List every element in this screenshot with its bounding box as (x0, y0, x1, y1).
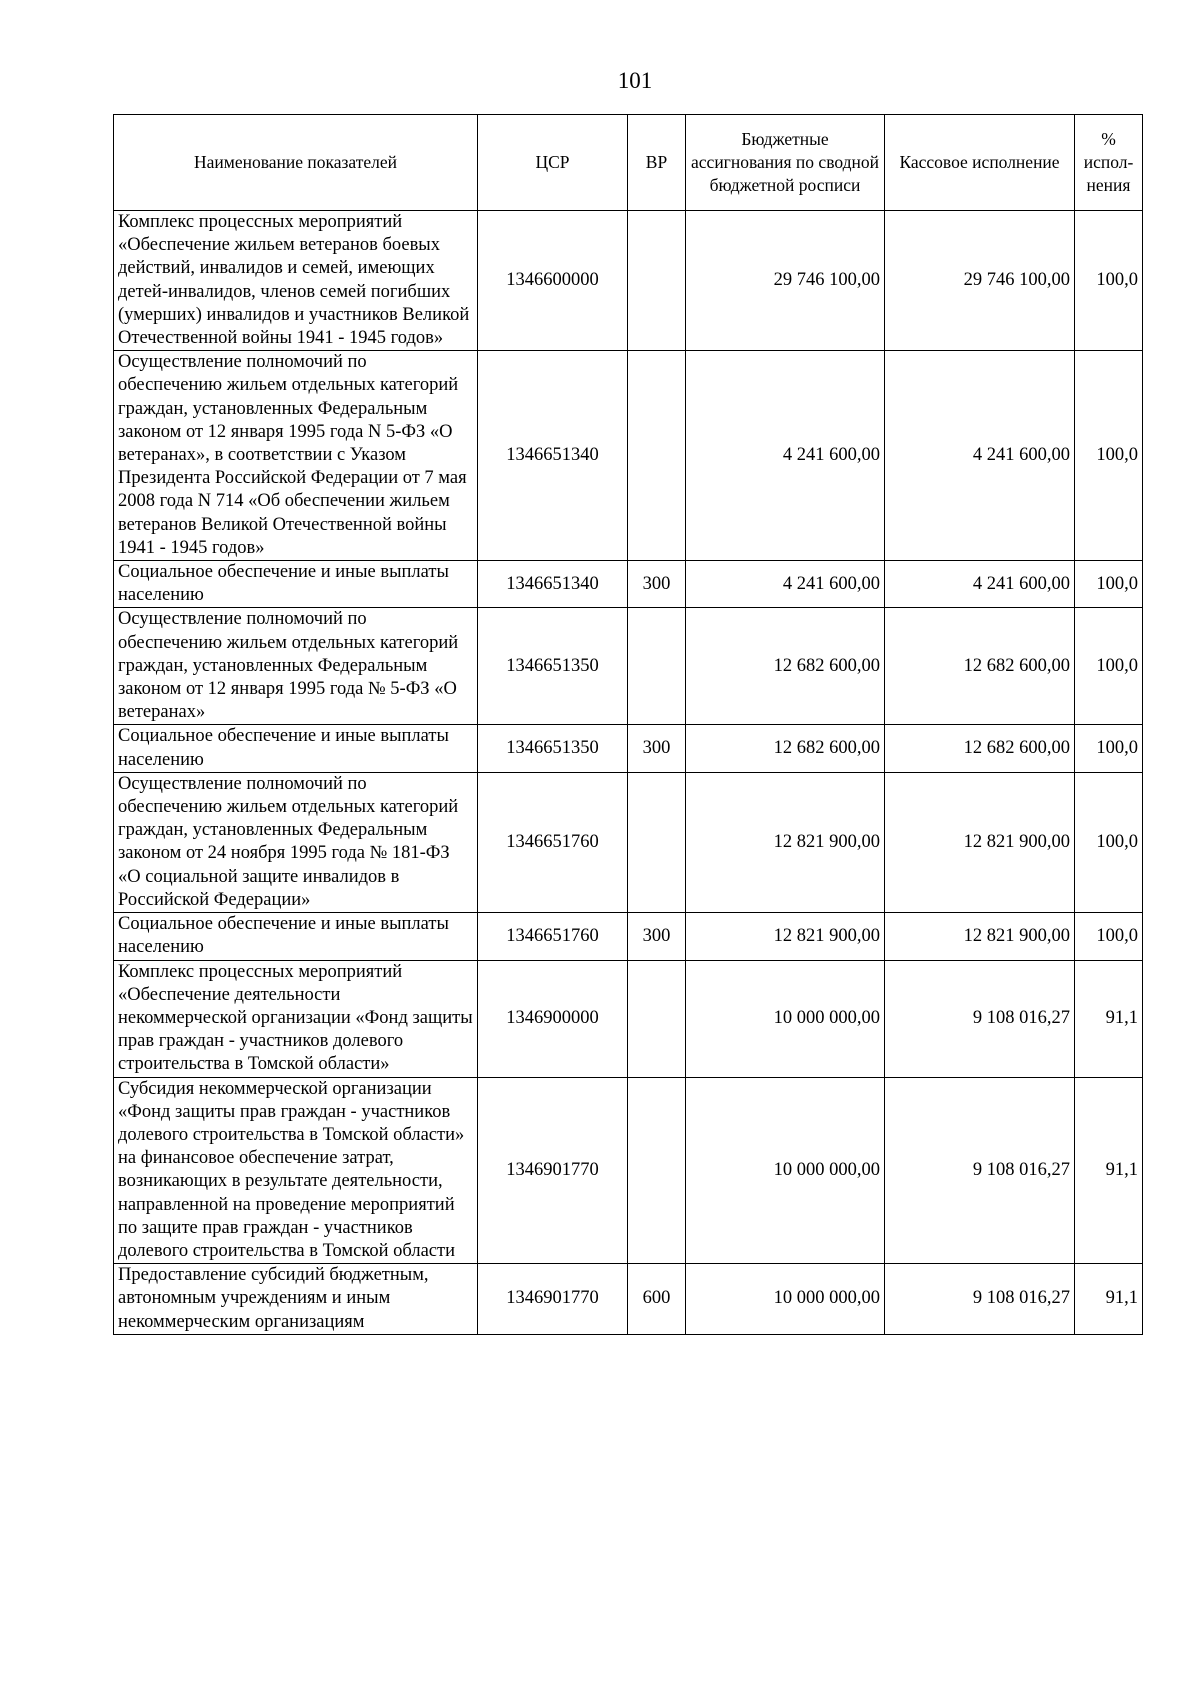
row-csr: 1346651340 (478, 561, 628, 608)
row-cash: 4 241 600,00 (885, 561, 1075, 608)
row-pct: 100,0 (1075, 211, 1143, 351)
row-name: Комплекс процессных мероприятий «Обеспечение жильем ветеранов боевых действий, инвалидов и семей, имеющих детей-инвалидов, членов семей погибших (умерших) инвалидов и участников Великой Отечественной войны 1941 - 1945 годов» (114, 211, 478, 351)
row-pct: 100,0 (1075, 561, 1143, 608)
row-budget: 4 241 600,00 (686, 561, 885, 608)
table-row (114, 608, 1143, 725)
header-csr: ЦСР (478, 115, 628, 211)
row-vr: 300 (628, 561, 686, 608)
row-cash: 12 682 600,00 (885, 608, 1075, 725)
row-budget: 10 000 000,00 (686, 960, 885, 1077)
row-csr: 1346651340 (478, 351, 628, 561)
row-pct: 91,1 (1075, 1077, 1143, 1264)
row-name: Социальное обеспечение и иные выплаты населению (114, 725, 478, 772)
row-pct: 100,0 (1075, 351, 1143, 561)
row-csr: 1346900000 (478, 960, 628, 1077)
row-budget: 12 821 900,00 (686, 913, 885, 960)
row-name: Предоставление субсидий бюджетным, автономным учреждениям и иным некоммерческим организациям (114, 1264, 478, 1335)
row-name: Социальное обеспечение и иные выплаты населению (114, 913, 478, 960)
row-budget: 12 821 900,00 (686, 772, 885, 912)
row-vr (628, 211, 686, 351)
row-vr (628, 960, 686, 1077)
row-budget: 10 000 000,00 (686, 1077, 885, 1264)
row-budget: 12 682 600,00 (686, 725, 885, 772)
row-cash: 12 821 900,00 (885, 913, 1075, 960)
row-vr: 600 (628, 1264, 686, 1335)
table-row (114, 561, 1143, 608)
row-name: Комплекс процессных мероприятий «Обеспечение деятельности некоммерческой организации «Фонд защиты прав граждан - участников долевого строительства в Томской области» (114, 960, 478, 1077)
row-pct: 100,0 (1075, 772, 1143, 912)
row-budget: 12 682 600,00 (686, 608, 885, 725)
table-row (114, 913, 1143, 960)
row-cash: 9 108 016,27 (885, 1264, 1075, 1335)
row-cash: 9 108 016,27 (885, 960, 1075, 1077)
row-csr: 1346651350 (478, 608, 628, 725)
header-pct: % испол-нения (1075, 115, 1143, 211)
page-number: 101 (617, 68, 653, 93)
table-row (114, 351, 1143, 561)
row-csr: 1346901770 (478, 1077, 628, 1264)
row-name: Субсидия некоммерческой организации «Фонд защиты прав граждан - участников долевого строительства в Томской области» на финансовое обеспечение затрат, возникающих в результате деятельности, направленной на проведение мероприятий по защите прав граждан - участников долевого строительства в Томской области (114, 1077, 478, 1264)
row-vr: 300 (628, 913, 686, 960)
header-cash: Кассовое исполнение (885, 115, 1075, 211)
row-csr: 1346651760 (478, 772, 628, 912)
header-vr: ВР (628, 115, 686, 211)
row-budget: 29 746 100,00 (686, 211, 885, 351)
row-cash: 4 241 600,00 (885, 351, 1075, 561)
table-row (114, 1077, 1143, 1264)
row-pct: 100,0 (1075, 725, 1143, 772)
row-vr (628, 772, 686, 912)
table-row (114, 960, 1143, 1077)
row-pct: 100,0 (1075, 608, 1143, 725)
row-vr (628, 1077, 686, 1264)
row-cash: 29 746 100,00 (885, 211, 1075, 351)
row-name: Осуществление полномочий по обеспечению жильем отдельных категорий граждан, установленных Федеральным законом от 12 января 1995 года № 5-ФЗ «О ветеранах» (114, 608, 478, 725)
row-vr (628, 608, 686, 725)
row-pct: 91,1 (1075, 1264, 1143, 1335)
row-name: Социальное обеспечение и иные выплаты населению (114, 561, 478, 608)
row-csr: 1346600000 (478, 211, 628, 351)
row-csr: 1346651760 (478, 913, 628, 960)
row-csr: 1346901770 (478, 1264, 628, 1335)
table-row (114, 211, 1143, 351)
row-cash: 12 682 600,00 (885, 725, 1075, 772)
row-pct: 100,0 (1075, 913, 1143, 960)
row-name: Осуществление полномочий по обеспечению жильем отдельных категорий граждан, установленных Федеральным законом от 24 ноября 1995 года № 181-ФЗ «О социальной защите инвалидов в Российской Федерации» (114, 772, 478, 912)
row-budget: 10 000 000,00 (686, 1264, 885, 1335)
row-pct: 91,1 (1075, 960, 1143, 1077)
table-row (114, 725, 1143, 772)
row-vr: 300 (628, 725, 686, 772)
budget-table (113, 114, 1143, 1335)
row-name: Осуществление полномочий по обеспечению жильем отдельных категорий граждан, установленных Федеральным законом от 12 января 1995 года N 5-ФЗ «О ветеранах», в соответствии с Указом Президента Российской Федерации от 7 мая 2008 года N 714 «Об обеспечении жильем ветеранов Великой Отечественной войны 1941 - 1945 годов» (114, 351, 478, 561)
row-budget: 4 241 600,00 (686, 351, 885, 561)
row-csr: 1346651350 (478, 725, 628, 772)
row-cash: 9 108 016,27 (885, 1077, 1075, 1264)
row-cash: 12 821 900,00 (885, 772, 1075, 912)
header-budget: Бюджетные ассигнования по сводной бюджетной росписи (686, 115, 885, 211)
table-row (114, 772, 1143, 912)
row-vr (628, 351, 686, 561)
table-row (114, 1264, 1143, 1335)
table-header-row (114, 115, 1143, 211)
header-name: Наименование показателей (114, 115, 478, 211)
